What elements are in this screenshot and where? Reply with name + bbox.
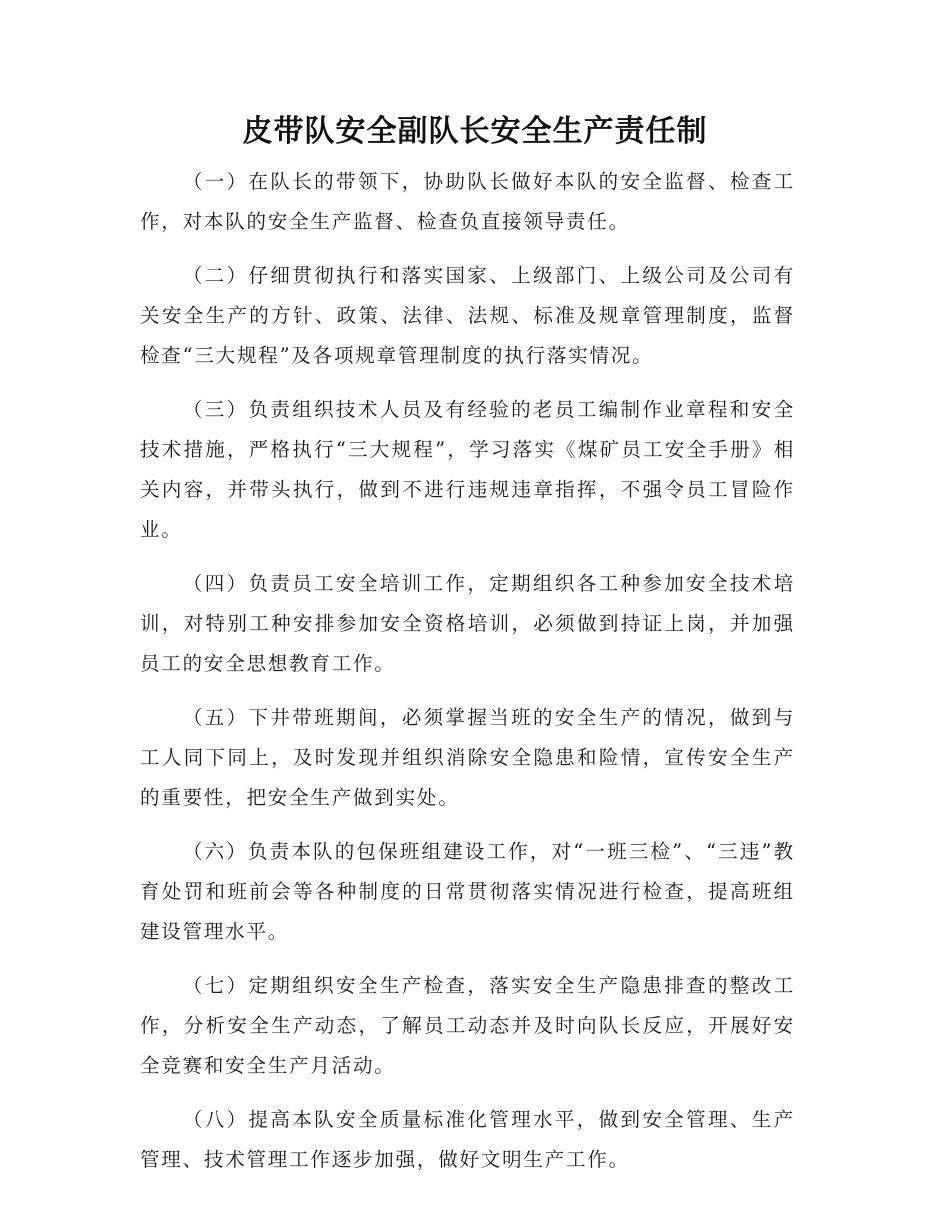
paragraph-7: （七）定期组织安全生产检查，落实安全生产隐患排查的整改工作，分析安全生产动态，了解员工动态并及时向队长反应，开展好安全竞赛和安全生产月活动。	[140, 974, 795, 1077]
paragraph-4: （四）负责员工安全培训工作，定期组织各工种参加安全技术培训，对特别工种安排参加安全资格培训，必须做到持证上岗，并加强员工的安全思想教育工作。	[140, 572, 795, 675]
document-title: 皮带队安全副队长安全生产责任制	[242, 114, 708, 149]
document-body	[140, 162, 795, 1194]
paragraph-6: （六）负责本队的包保班组建设工作，对“一班三检”、“三违”教育处罚和班前会等各种制度的日常贯彻落实情况进行检查，提高班组建设管理水平。	[140, 840, 795, 943]
paragraph-5: （五）下井带班期间，必须掌握当班的安全生产的情况，做到与工人同下同上，及时发现并组织消除安全隐患和险情，宣传安全生产的重要性，把安全生产做到实处。	[140, 706, 795, 809]
paragraph-8: （八）提高本队安全质量标准化管理水平，做到安全管理、生产管理、技术管理工作逐步加强，做好文明生产工作。	[140, 1108, 795, 1171]
paragraph-1: （一）在队长的带领下，协助队长做好本队的安全监督、检查工作，对本队的安全生产监督、检查负直接领导责任。	[140, 170, 795, 233]
paragraph-3: （三）负责组织技术人员及有经验的老员工编制作业章程和安全技术措施，严格执行“三大规程”，学习落实《煤矿员工安全手册》相关内容，并带头执行，做到不进行违规违章指挥，不强令员工冒险作业。	[140, 398, 795, 541]
paragraph-2: （二）仔细贯彻执行和落实国家、上级部门、上级公司及公司有关安全生产的方针、政策、法律、法规、标准及规章管理制度，监督检查“三大规程”及各项规章管理制度的执行落实情况。	[140, 264, 795, 367]
